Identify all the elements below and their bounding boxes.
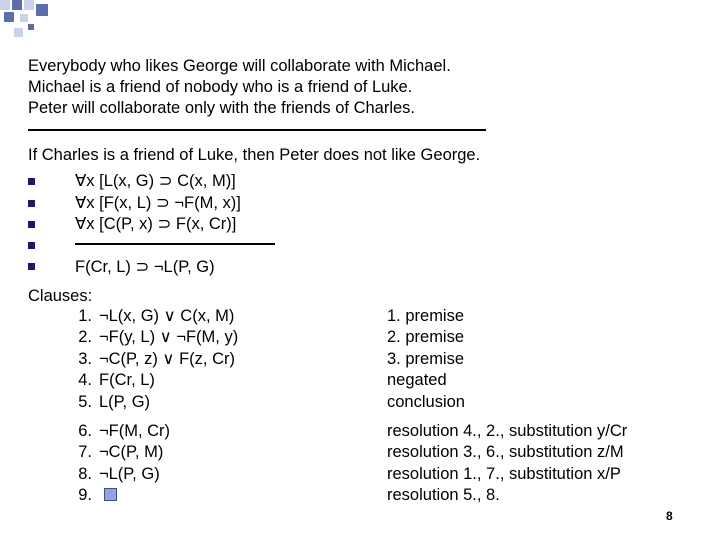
corner-decoration	[0, 0, 70, 44]
derived-number: 8.	[78, 465, 92, 483]
clause-note: 3. premise	[387, 350, 465, 368]
clause-number: 5.	[78, 393, 92, 411]
clause-number: 1.	[78, 307, 92, 325]
clause-number: 2.	[78, 328, 92, 346]
clause-note: negated	[387, 371, 447, 389]
clauses-heading: Clauses:	[28, 287, 93, 305]
derived-formula: ¬C(P, M)	[99, 443, 164, 461]
premise-2: Michael is a friend of nobody who is a friend of Luke.	[28, 78, 413, 96]
bullet-icon	[28, 263, 35, 270]
bullet-icon	[28, 200, 35, 207]
page-number: 8	[666, 509, 673, 523]
clause-note: conclusion	[387, 393, 465, 411]
premise-1: Everybody who likes George will collaborate with Michael.	[28, 57, 451, 75]
derived-number: 7.	[78, 443, 92, 461]
formula-1: ∀x [L(x, G) ⊃ C(x, M)]	[75, 172, 236, 190]
clause-formula: ¬F(y, L) ∨ ¬F(M, y)	[99, 328, 239, 346]
derived-formula: ¬F(M, Cr)	[99, 422, 171, 440]
derived-note: resolution 4., 2., substitution y/Cr	[387, 422, 628, 440]
clause-number: 3.	[78, 350, 92, 368]
clause-formula: ¬C(P, z) ∨ F(z, Cr)	[99, 350, 235, 368]
derived-note: resolution 3., 6., substitution z/M	[387, 443, 624, 461]
formula-3: ∀x [C(P, x) ⊃ F(x, Cr)]	[75, 215, 237, 233]
clause-note: 2. premise	[387, 328, 465, 346]
formula-2: ∀x [F(x, L) ⊃ ¬F(M, x)]	[75, 194, 241, 212]
clause-number: 4.	[78, 371, 92, 389]
clause-note: 1. premise	[387, 307, 465, 325]
derived-formula: ¬L(P, G)	[99, 465, 160, 483]
clause-formula: F(Cr, L)	[99, 371, 155, 389]
derived-note: resolution 5., 8.	[387, 486, 500, 504]
bullet-icon	[28, 221, 35, 228]
empty-clause-box-icon	[104, 488, 117, 501]
conclusion: If Charles is a friend of Luke, then Peter does not like George.	[28, 146, 481, 164]
clause-formula: L(P, G)	[99, 393, 151, 411]
formula-divider	[75, 243, 275, 245]
derived-number: 9.	[78, 486, 92, 504]
premise-divider	[28, 129, 486, 131]
formula-conclusion: F(Cr, L) ⊃ ¬L(P, G)	[75, 258, 215, 276]
derived-note: resolution 1., 7., substitution x/P	[387, 465, 621, 483]
derived-number: 6.	[78, 422, 92, 440]
bullet-icon	[28, 178, 35, 185]
bullet-icon	[28, 242, 35, 249]
clause-formula: ¬L(x, G) ∨ C(x, M)	[99, 307, 235, 325]
premise-3: Peter will collaborate only with the friends of Charles.	[28, 99, 416, 117]
